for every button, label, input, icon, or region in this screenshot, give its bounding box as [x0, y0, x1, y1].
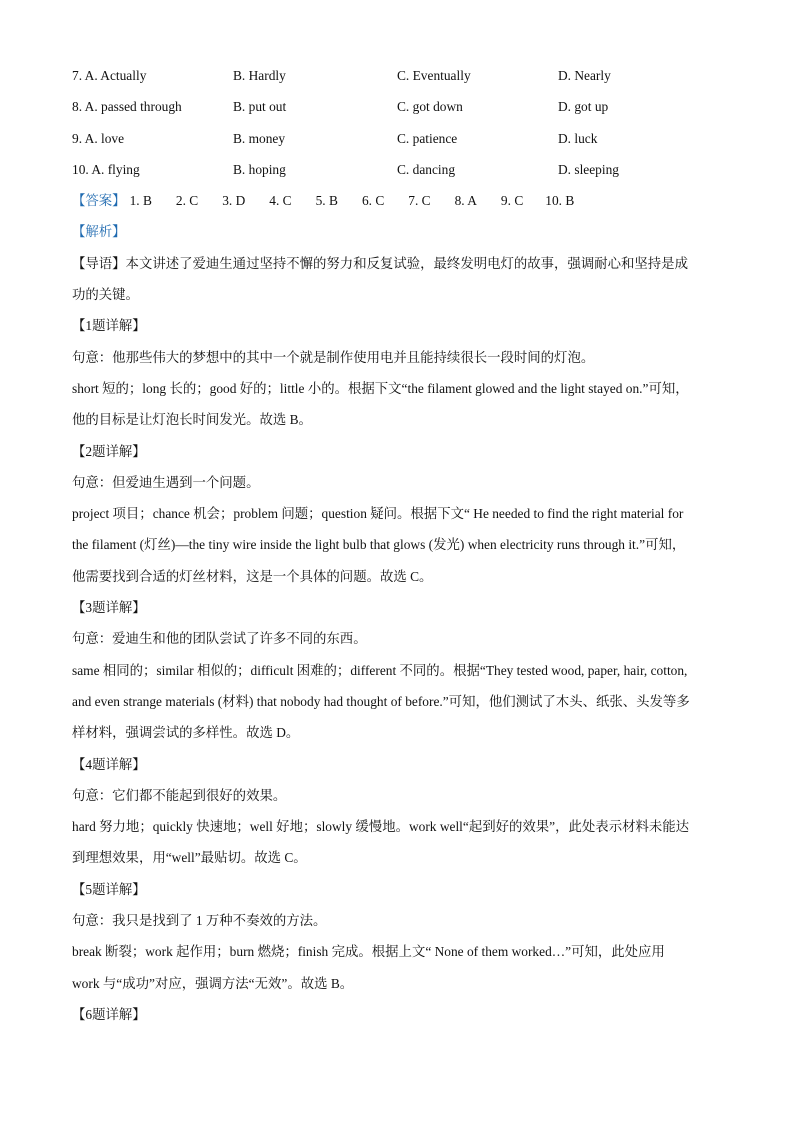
option-b: B. hoping	[233, 161, 286, 177]
answer-item: 8. A	[454, 193, 477, 209]
answer-item: 9. C	[500, 193, 524, 209]
analysis-line: 【4题详解】	[72, 756, 146, 772]
answer-item: 5. B	[315, 193, 338, 209]
option-d: D. luck	[558, 130, 598, 146]
analysis-line: 样材料，强调尝试的多样性。故选 D。	[72, 725, 300, 741]
option-c: C. dancing	[397, 161, 456, 177]
analysis-line: 【2题详解】	[72, 443, 146, 459]
analysis-line: 功的关键。	[72, 287, 139, 303]
option-a: 7. A. Actually	[72, 68, 147, 83]
analysis-line: 句意：但爱迪生遇到一个问题。	[72, 474, 260, 490]
option-a: 10. A. flying	[72, 161, 140, 177]
analysis-body	[72, 248, 722, 1030]
option-c: C. Eventually	[397, 68, 471, 83]
analysis-line: 【导语】本文讲述了爱迪生通过坚持不懈的努力和反复试验，最终发明电灯的故事，强调耐心和坚持是成	[72, 255, 688, 271]
analysis-line: 他的目标是让灯泡长时间发光。故选 B。	[72, 412, 312, 428]
option-b: B. money	[233, 130, 286, 146]
option-a: 9. A. love	[72, 130, 125, 146]
analysis-line: 句意：我只是找到了 1 万种不奏效的方法。	[72, 913, 327, 929]
analysis-line: 【6题详解】	[72, 1006, 146, 1022]
analysis-line: short 短的；long 长的；good 好的；little 小的。根据下文“the filament glowed and the light stayed on.”可知，	[72, 380, 689, 396]
option-d: D. sleeping	[558, 161, 619, 177]
option-b: B. Hardly	[233, 68, 286, 83]
analysis-line: break 断裂；work 起作用；burn 燃烧；finish 完成。根据上文“ None of them worked…”可知，此处应用	[72, 944, 665, 960]
option-c: C. got down	[397, 99, 463, 115]
options-block	[72, 60, 722, 185]
analysis-line: 他需要找到合适的灯丝材料，这是一个具体的问题。故选 C。	[72, 568, 433, 584]
document-page	[72, 60, 722, 1030]
analysis-line: 到理想效果，用“well”最贴切。故选 C。	[72, 850, 307, 866]
answer-item: 7. C	[408, 193, 431, 209]
answer-item: 6. C	[361, 193, 385, 209]
option-b: B. put out	[233, 99, 287, 115]
answer-item: 10. B	[545, 193, 575, 209]
option-row	[72, 60, 722, 91]
analysis-line: 【5题详解】	[72, 881, 146, 897]
analysis-line: and even strange materials (材料) that nobody had thought of before.”可知，他们测试了木头、纸张、头发等多	[72, 693, 690, 709]
analysis-line: hard 努力地；quickly 快速地；well 好地；slowly 缓慢地。work well“起到好的效果”，此处表示材料未能达	[72, 819, 690, 835]
answer-items	[126, 193, 575, 208]
option-row	[72, 123, 722, 154]
option-a: 8. A. passed through	[72, 99, 182, 115]
analysis-line: 句意：它们都不能起到很好的效果。	[72, 787, 287, 803]
option-row	[72, 91, 722, 122]
answer-item: 2. C	[175, 193, 199, 209]
analysis-line: 句意：爱迪生和他的团队尝试了许多不同的东西。	[72, 631, 367, 647]
option-c: C. patience	[397, 130, 458, 146]
answer-item: 3. D	[222, 193, 246, 209]
analysis-line: 【3题详解】	[72, 600, 146, 616]
answer-row	[72, 185, 722, 216]
option-row	[72, 154, 722, 185]
analysis-line: the filament (灯丝)—the tiny wire inside the light bulb that glows (发光) when electricity runs through it.”可知，	[72, 537, 686, 553]
answer-label: 【答案】	[72, 193, 126, 209]
analysis-label: 【解析】	[72, 224, 126, 240]
analysis-line: 句意：他那些伟大的梦想中的其中一个就是制作使用电并且能持续很长一段时间的灯泡。	[72, 349, 595, 365]
analysis-line: same 相同的；similar 相似的；difficult 困难的；different 不同的。根据“They tested wood, paper, hair, cotton,	[72, 662, 688, 678]
analysis-line: 【1题详解】	[72, 318, 146, 334]
answer-item: 1. B	[129, 193, 152, 209]
option-d: D. Nearly	[558, 68, 611, 83]
answer-item: 4. C	[269, 193, 292, 209]
analysis-line: project 项目；chance 机会；problem 问题；question 疑问。根据下文“ He needed to find the right material for	[72, 506, 684, 522]
analysis-line: work 与“成功”对应，强调方法“无效”。故选 B。	[72, 975, 354, 991]
option-d: D. got up	[558, 99, 609, 115]
